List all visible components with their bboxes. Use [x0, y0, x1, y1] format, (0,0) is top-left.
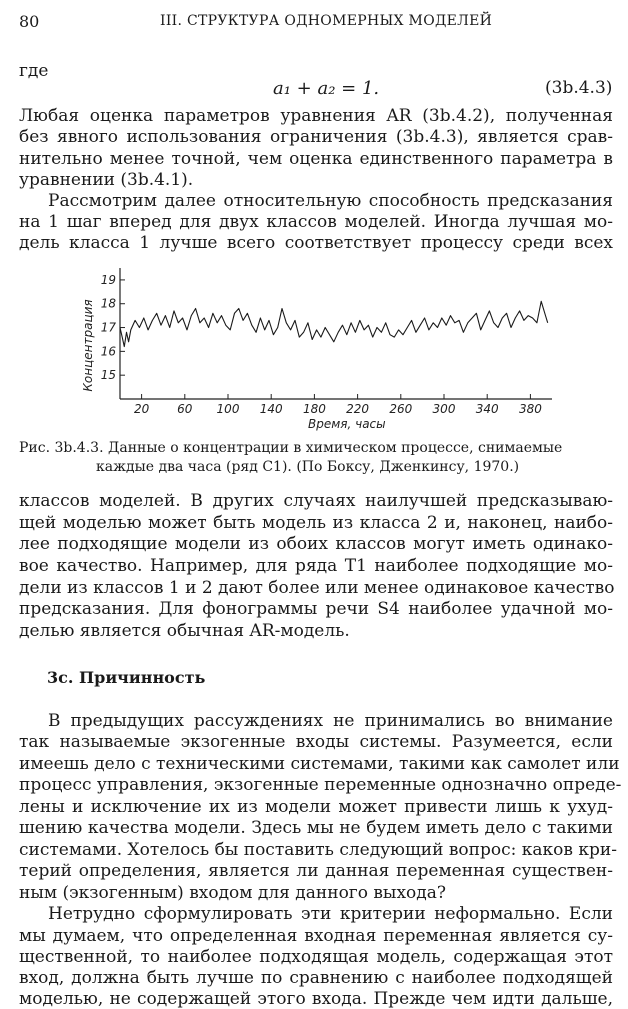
paragraph-line: уравнении (3b.4.1). — [19, 170, 194, 190]
x-tick-label: 140 — [259, 402, 283, 416]
x-tick-label: 380 — [518, 402, 542, 416]
x-tick-label: 300 — [432, 402, 456, 416]
y-tick-label: 15 — [100, 368, 116, 383]
paragraph-line: предсказания. Для фонограммы речи S4 наиболее удачной мо- — [19, 599, 613, 619]
page-number: 80 — [19, 12, 40, 31]
x-tick-label: 220 — [346, 402, 370, 416]
paragraph-line: процесс управления, экзогенные переменные однозначно опреде- — [19, 775, 622, 795]
paragraph-line: терий определения, является ли данная переменная существен- — [19, 861, 613, 881]
paragraph-line: моделью, не содержащей этого входа. Прежде чем идти дальше, — [19, 989, 613, 1009]
x-tick-label: 20 — [133, 402, 150, 416]
paragraph-line: мы думаем, что определенная входная переменная является су- — [19, 926, 613, 946]
y-tick-label: 18 — [100, 296, 116, 311]
y-tick-label: 16 — [100, 344, 116, 359]
paragraph-line: Рассмотрим далее относительную способность предсказания — [48, 191, 613, 211]
figure-caption-line: каждые два часа (ряд C1). (По Боксу, Дженкинсу, 1970.) — [96, 459, 520, 475]
paragraph-line: лены и исключение их из модели может привести лишь к ухуд- — [19, 797, 613, 817]
paragraph-line: вое качество. Например, для ряда T1 наиболее подходящие мо- — [19, 556, 613, 576]
paragraph-line: делью является обычная AR-модель. — [19, 621, 350, 641]
paragraph-line: лее подходящие модели из обоих классов могут иметь одинако- — [19, 534, 613, 554]
y-axis-label: Концентрация — [81, 299, 95, 392]
formula-lead: где — [19, 61, 49, 81]
x-tick-label: 60 — [177, 402, 193, 416]
y-tick-label: 19 — [100, 272, 116, 287]
formula-expression: a₁ + a₂ = 1. — [273, 78, 380, 99]
paragraph-line: имеешь дело с техническими системами, такими как самолет или — [19, 754, 620, 774]
x-tick-label: 180 — [302, 402, 326, 416]
paragraph-line: ным (экзогенным) входом для данного выхода? — [19, 883, 446, 903]
formula-number: (3b.4.3) — [545, 78, 613, 98]
paragraph-line: системами. Хотелось бы поставить следующий вопрос: каков кри- — [19, 840, 617, 860]
paragraph-line: вход, должна быть лучше по сравнению с наиболее подходящей — [19, 968, 613, 988]
paragraph-line: В предыдущих рассуждениях не принимались во внимание — [48, 711, 613, 731]
x-tick-label: 260 — [389, 402, 413, 416]
y-tick-label: 17 — [100, 320, 116, 335]
paragraph-line: нительно менее точной, чем оценка единственного параметра в — [19, 149, 613, 169]
figure-caption-line: Рис. 3b.4.3. Данные о концентрации в химическом процессе, снимаемые — [19, 440, 563, 456]
paragraph-line: без явного использования ограничения (3b.4.3), является срав- — [19, 127, 613, 147]
x-tick-label: 340 — [475, 402, 499, 416]
x-axis-label: Время, часы — [307, 417, 386, 431]
paragraph-line: Любая оценка параметров уравнения AR (3b.4.2), полученная — [19, 106, 613, 126]
series-line-C1 — [120, 301, 548, 346]
running-title: III. СТРУКТУРА ОДНОМЕРНЫХ МОДЕЛЕЙ — [160, 13, 493, 29]
paragraph-line: щественной, то наиболее подходящая модель, содержащая этот — [19, 947, 613, 967]
paragraph-line: классов моделей. В других случаях наилучшей предсказываю- — [19, 491, 613, 511]
paragraph-line: на 1 шаг вперед для двух классов моделей. Иногда лучшая мо- — [19, 212, 613, 232]
x-tick-label: 100 — [216, 402, 240, 416]
paragraph-line: так называемые экзогенные входы системы. Разумеется, если — [19, 732, 613, 752]
paragraph-line: Нетрудно сформулировать эти критерии неформально. Если — [48, 904, 613, 924]
concentration-chart — [70, 262, 560, 432]
paragraph-line: щей моделью может быть модель из класса 2 и, наконец, наибо- — [19, 513, 613, 533]
figure-caption — [19, 439, 613, 477]
paragraph-line: дель класса 1 лучше всего соответствует процессу среди всех — [19, 233, 613, 253]
section-heading: 3с. Причинность — [47, 668, 206, 687]
paragraph-line: шению качества модели. Здесь мы не будем иметь дело с такими — [19, 818, 613, 838]
paragraph-line: дели из классов 1 и 2 дают более или менее одинаковое качество — [19, 578, 615, 598]
